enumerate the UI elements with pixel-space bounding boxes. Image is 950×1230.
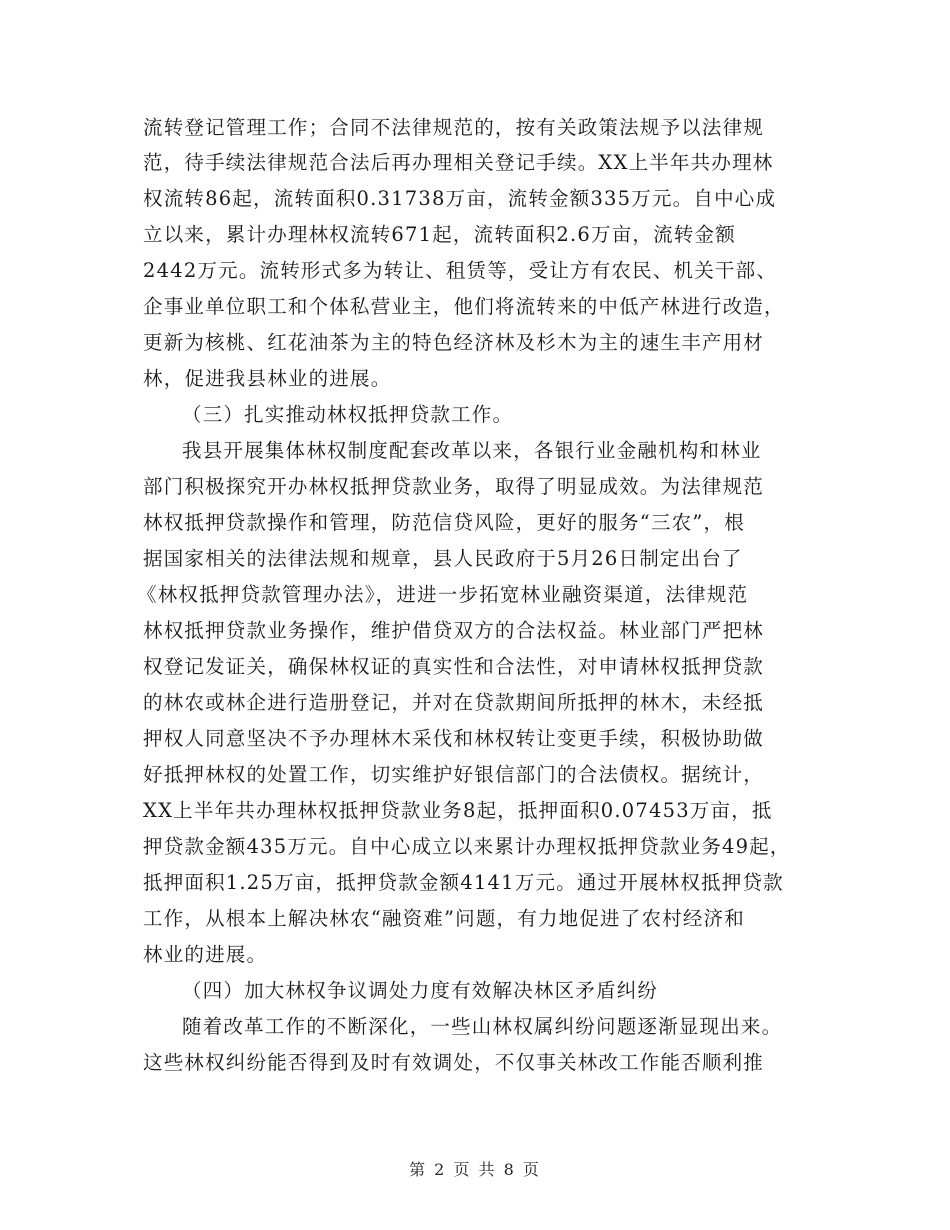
body-text-line: 工作，从根本上解决林农“融资难”问题，有力地促进了农村经济和 [143,907,745,930]
body-text-line: 部门积极探究开办林权抵押贷款业务，取得了明显成效。为法律规范 [143,475,765,498]
body-text-line: 林权抵押贷款业务操作，维护借贷双方的合法权益。林业部门严把林 [143,619,765,642]
body-text-line: 更新为核桃、红花油茶为主的特色经济林及杉木为主的速生丰产用材 [143,331,765,354]
body-text-line: 范，待手续法律规范合法后再办理相关登记手续。XX上半年共办理林 [143,151,774,174]
body-text-line: 的林农或林企进行造册登记，并对在贷款期间所抵押的林木，未经抵 [143,691,765,714]
body-text-line: 立以来，累计办理林权流转671起，流转面积2.6万亩，流转金额 [143,223,736,246]
body-text-line: 据国家相关的法律法规和规章，县人民政府于5月26日制定出台了 [143,547,743,570]
body-text-line: 抵押面积1.25万亩，抵押贷款金额4141万元。通过开展林权抵押贷款 [143,871,784,894]
section-heading: （四）加大林权争议调处力度有效解决林区矛盾纠纷 [182,979,659,1002]
body-text-line: 流转登记管理工作；合同不法律规范的，按有关政策法规予以法律规 [143,116,765,139]
body-text-line: 林，促进我县林业的进展。 [143,367,392,390]
body-text-line: 这些林权纠纷能否得到及时有效调处，不仅事关林改工作能否顺利推 [143,1051,765,1074]
section-heading: （三）扎实推动林权抵押贷款工作。 [182,403,514,426]
body-text-line: 《林权抵押贷款管理办法》，进进一步拓宽林业融资渠道，法律规范 [137,583,749,606]
body-text-line: 我县开展集体林权制度配套改革以来，各银行业金融机构和林业 [182,439,762,462]
body-text-line: 企事业单位职工和个体私营业主，他们将流转来的中低产林进行改造， [143,295,785,318]
body-text-line: 随着改革工作的不断深化，一些山林权属纠纷问题逐渐显现出来。 [182,1015,783,1038]
page-footer: 第 2 页 共 8 页 [409,1160,541,1179]
body-text-line: XX上半年共办理林权抵押贷款业务8起，抵押面积0.07453万亩，抵 [143,799,773,822]
body-text-line: 权登记发证关，确保林权证的真实性和合法性，对申请林权抵押贷款 [143,655,765,678]
body-text-line: 权流转86起，流转面积0.31738万亩，流转金额335万元。自中心成 [143,187,777,210]
body-text-line: 2442万元。流转形式多为转让、租赁等，受让方有农民、机关干部、 [143,259,778,282]
body-text-line: 押贷款金额435万元。自中心成立以来累计办理权抵押贷款业务49起， [143,835,791,858]
body-text-line: 林权抵押贷款操作和管理，防范信贷风险，更好的服务“三农”，根 [143,511,745,534]
body-text-line: 押权人同意坚决不予办理林木采伐和林权转让变更手续，积极协助做 [143,727,765,750]
body-text-line: 好抵押林权的处置工作，切实维护好银信部门的合法债权。据统计， [143,763,765,786]
body-text-line: 林业的进展。 [143,943,268,966]
